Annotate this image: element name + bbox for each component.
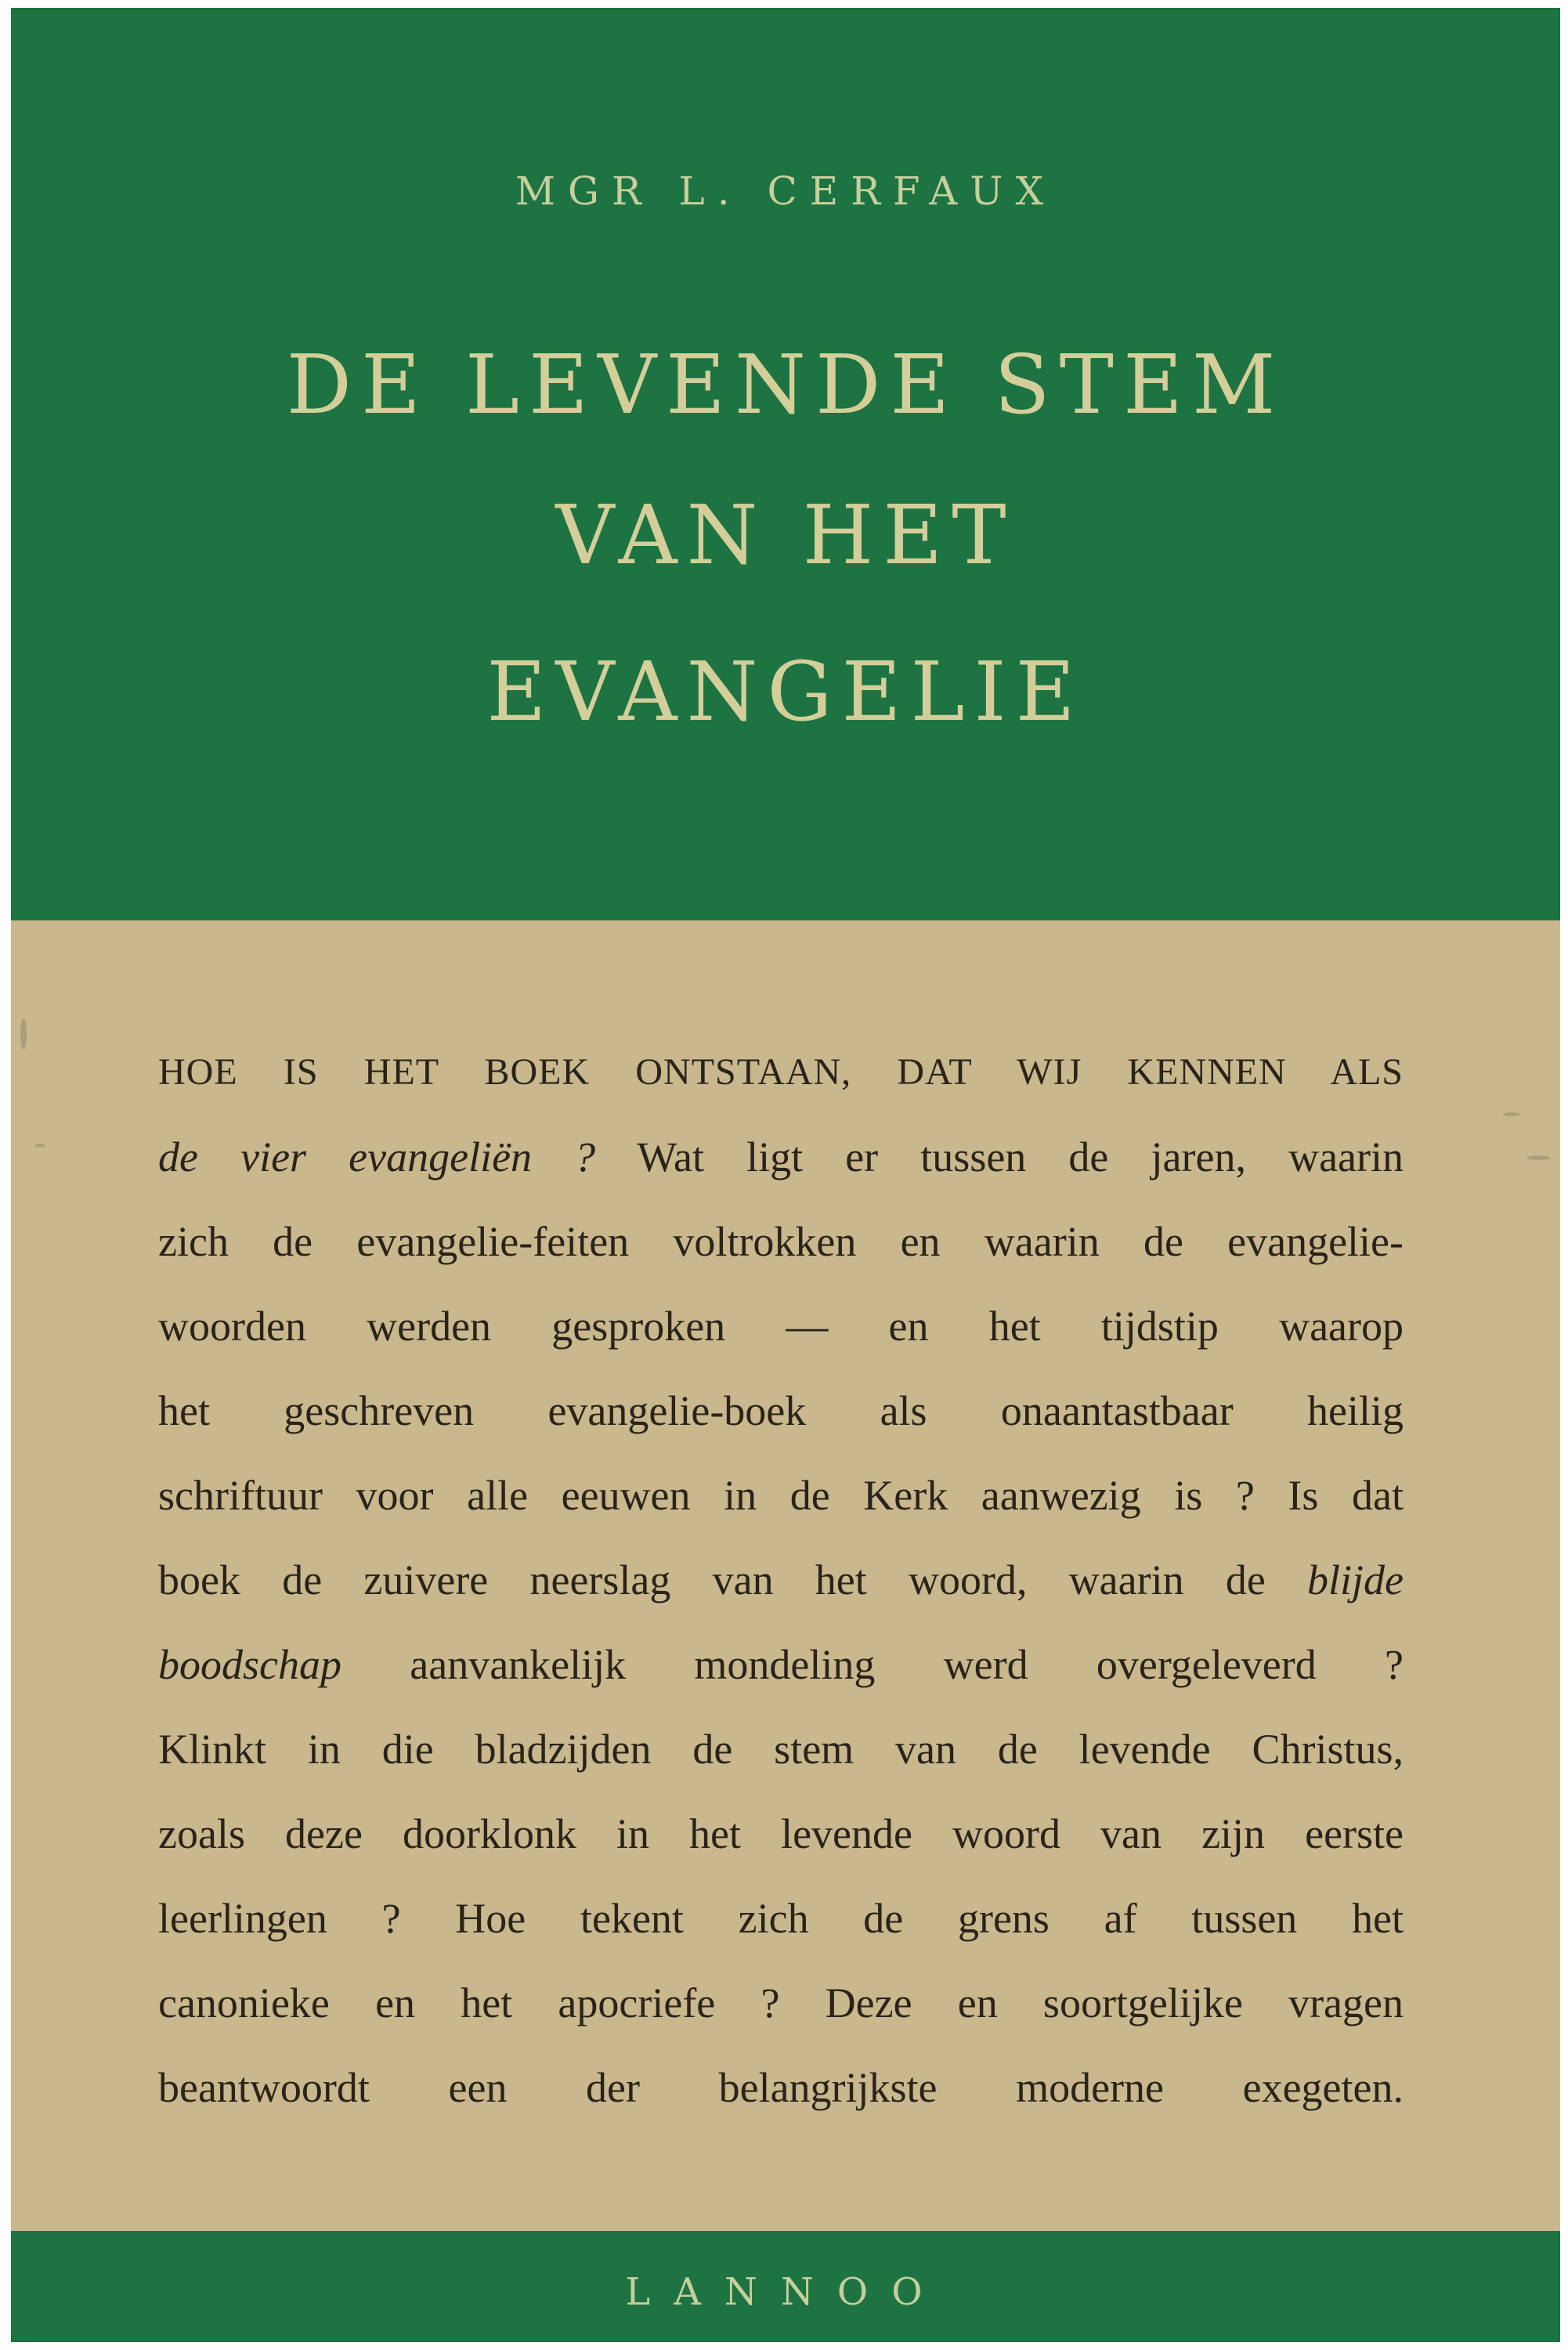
blurb-line: beantwoordt een der belangrijkste moderne exegeten. (158, 2064, 1404, 2111)
paper-speck (1526, 1155, 1550, 1160)
blurb-line: Klinkt in die bladzijden de stem van de levende Christus, (158, 1726, 1404, 1773)
blurb-line: zich de evangelie-feiten voltrokken en waarin de evangelie- (158, 1218, 1404, 1265)
blurb-line: leerlingen ? Hoe tekent zich de grens af tussen het (158, 1895, 1404, 1942)
blurb-text (158, 1030, 1404, 2130)
italic-phrase: blijde (1307, 1556, 1404, 1603)
italic-phrase: boodschap (158, 1641, 341, 1688)
blurb-line: schriftuur voor alle eeuwen in de Kerk aanwezig is ? Is dat (158, 1472, 1404, 1519)
blurb-line: de vier evangeliën ? Wat ligt er tussen de jaren, waarin (158, 1133, 1404, 1180)
blurb-line: het geschreven evangelie-boek als onaantastbaar heilig (158, 1387, 1404, 1434)
blurb-line: canonieke en het apocriefe ? Deze en soortgelijke vragen (158, 1979, 1404, 2026)
blurb-line: boodschap aanvankelijk mondeling werd overgeleverd ? (158, 1641, 1404, 1688)
blurb-line: zoals deze doorklonk in het levende woord van zijn eerste (158, 1810, 1404, 1857)
italic-phrase: de vier evangeliën ? (158, 1133, 596, 1180)
top-green-band (11, 8, 1560, 920)
book-cover (11, 8, 1560, 2342)
paper-speck (1503, 1112, 1520, 1116)
blurb-line: HOE IS HET BOEK ONTSTAAN, DAT WIJ KENNEN ALS (158, 1051, 1404, 1093)
title-line-2: VAN HET (555, 487, 1016, 583)
paper-speck (34, 1144, 45, 1148)
title-line-3: EVANGELIE (486, 644, 1085, 739)
publisher-name: LANNOO (625, 2270, 946, 2314)
title-line-1: DE LEVENDE STEM (286, 337, 1285, 432)
bottom-green-band (11, 2231, 1560, 2342)
blurb-line: boek de zuivere neerslag van het woord, waarin de blijde (158, 1556, 1404, 1603)
paper-speck (20, 1018, 27, 1050)
blurb-line: woorden werden gesproken — en het tijdstip waarop (158, 1303, 1404, 1350)
author-name: MGR L. CERFAUX (515, 168, 1057, 214)
